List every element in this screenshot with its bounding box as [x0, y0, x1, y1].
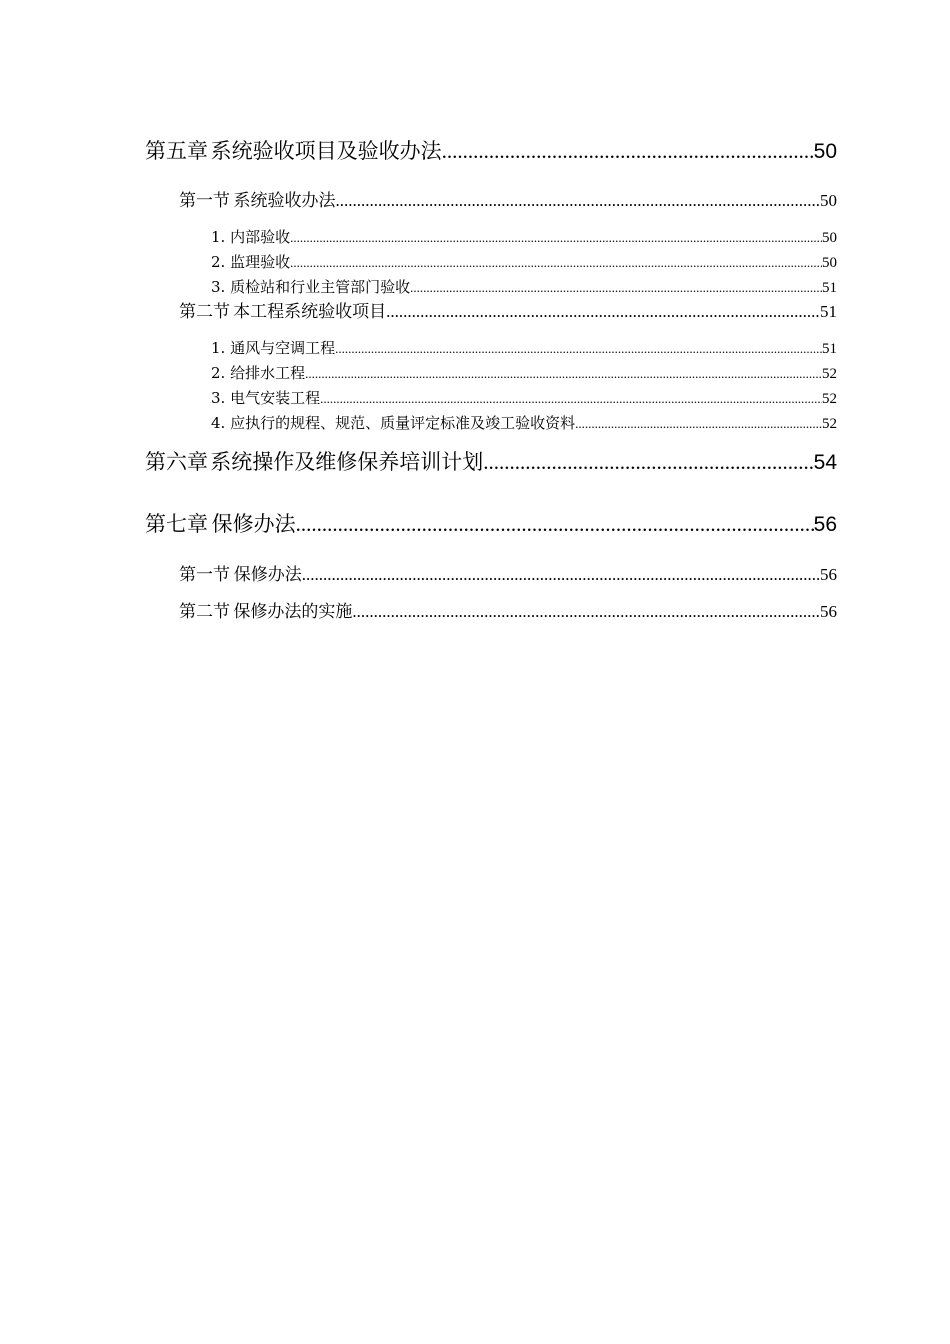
toc-leader-dots	[290, 253, 822, 272]
toc-page-number: 52	[822, 416, 837, 432]
toc-section-number: 第一节	[179, 565, 230, 585]
toc-leader-dots	[335, 189, 820, 213]
toc-leader-dots	[386, 300, 820, 324]
toc-section-title: 系统验收办法	[233, 191, 336, 211]
toc-leader-dots	[442, 137, 814, 165]
toc-page-number: 56	[820, 602, 837, 621]
toc-chapter-7[interactable]	[145, 510, 837, 538]
toc-leader-dots	[305, 364, 822, 383]
toc-item-5-2-2[interactable]	[211, 363, 837, 383]
toc-section-number: 第一节	[179, 191, 230, 211]
toc-leader-dots	[320, 389, 822, 408]
toc-item-title: 4. 应执行的规程、规范、质量评定标准及竣工验收资料	[211, 414, 576, 432]
toc-leader-dots	[335, 339, 822, 358]
toc-chapter-number: 第六章	[145, 450, 208, 474]
toc-page-number: 50	[820, 191, 837, 210]
toc-item-5-1-2[interactable]	[211, 252, 837, 272]
toc-item-title: 3. 质检站和行业主管部门验收	[211, 278, 411, 296]
toc-chapter-number: 第五章	[145, 139, 208, 163]
toc-chapter-number: 第七章	[145, 512, 208, 536]
toc-item-title: 3. 电气安装工程	[211, 389, 321, 407]
toc-item-5-1-3[interactable]	[211, 277, 837, 297]
toc-section-number: 第二节	[179, 302, 230, 322]
toc-page-number: 50	[822, 255, 837, 271]
toc-chapter-title: 系统验收项目及验收办法	[210, 139, 442, 163]
toc-leader-dots	[352, 600, 820, 624]
toc-item-title: 2. 给排水工程	[211, 364, 306, 382]
toc-leader-dots	[290, 228, 822, 247]
toc-item-5-2-1[interactable]	[211, 338, 837, 358]
toc-leader-dots	[302, 563, 820, 587]
toc-page-number: 50	[813, 140, 837, 163]
toc-item-title: 2. 监理验收	[211, 253, 291, 271]
toc-section-title: 本工程系统验收项目	[233, 302, 387, 322]
toc-item-5-2-3[interactable]	[211, 388, 837, 408]
toc-section-number: 第二节	[179, 602, 230, 622]
toc-page-number: 51	[822, 280, 837, 296]
toc-page-number: 52	[822, 366, 837, 382]
toc-section-5-2[interactable]	[179, 300, 837, 324]
toc-page-number: 52	[822, 391, 837, 407]
toc-section-5-1[interactable]	[179, 189, 837, 213]
toc-item-5-2-4[interactable]	[211, 413, 837, 433]
toc-chapter-title: 系统操作及维修保养培训计划	[210, 450, 484, 474]
toc-page-number: 56	[813, 513, 837, 536]
toc-page-number: 51	[820, 302, 837, 321]
toc-section-7-1[interactable]	[179, 563, 837, 587]
toc-item-title: 1. 内部验收	[211, 228, 291, 246]
toc-leader-dots	[483, 448, 813, 476]
toc-page-number: 54	[813, 451, 837, 474]
toc-item-5-1-1[interactable]	[211, 227, 837, 247]
toc-leader-dots	[410, 278, 822, 297]
toc-page-number: 50	[822, 230, 837, 246]
toc-section-title: 保修办法的实施	[233, 602, 353, 622]
toc-leader-dots	[575, 414, 822, 433]
toc-page-number: 56	[820, 565, 837, 584]
toc-leader-dots	[296, 510, 814, 538]
toc-section-title: 保修办法	[233, 565, 302, 585]
toc-item-title: 1. 通风与空调工程	[211, 339, 336, 357]
toc-chapter-title: 保修办法	[211, 512, 296, 536]
toc-page-number: 51	[822, 341, 837, 357]
toc-section-7-2[interactable]	[179, 600, 837, 624]
toc-chapter-6[interactable]	[145, 448, 837, 476]
toc-chapter-5[interactable]	[145, 137, 837, 165]
